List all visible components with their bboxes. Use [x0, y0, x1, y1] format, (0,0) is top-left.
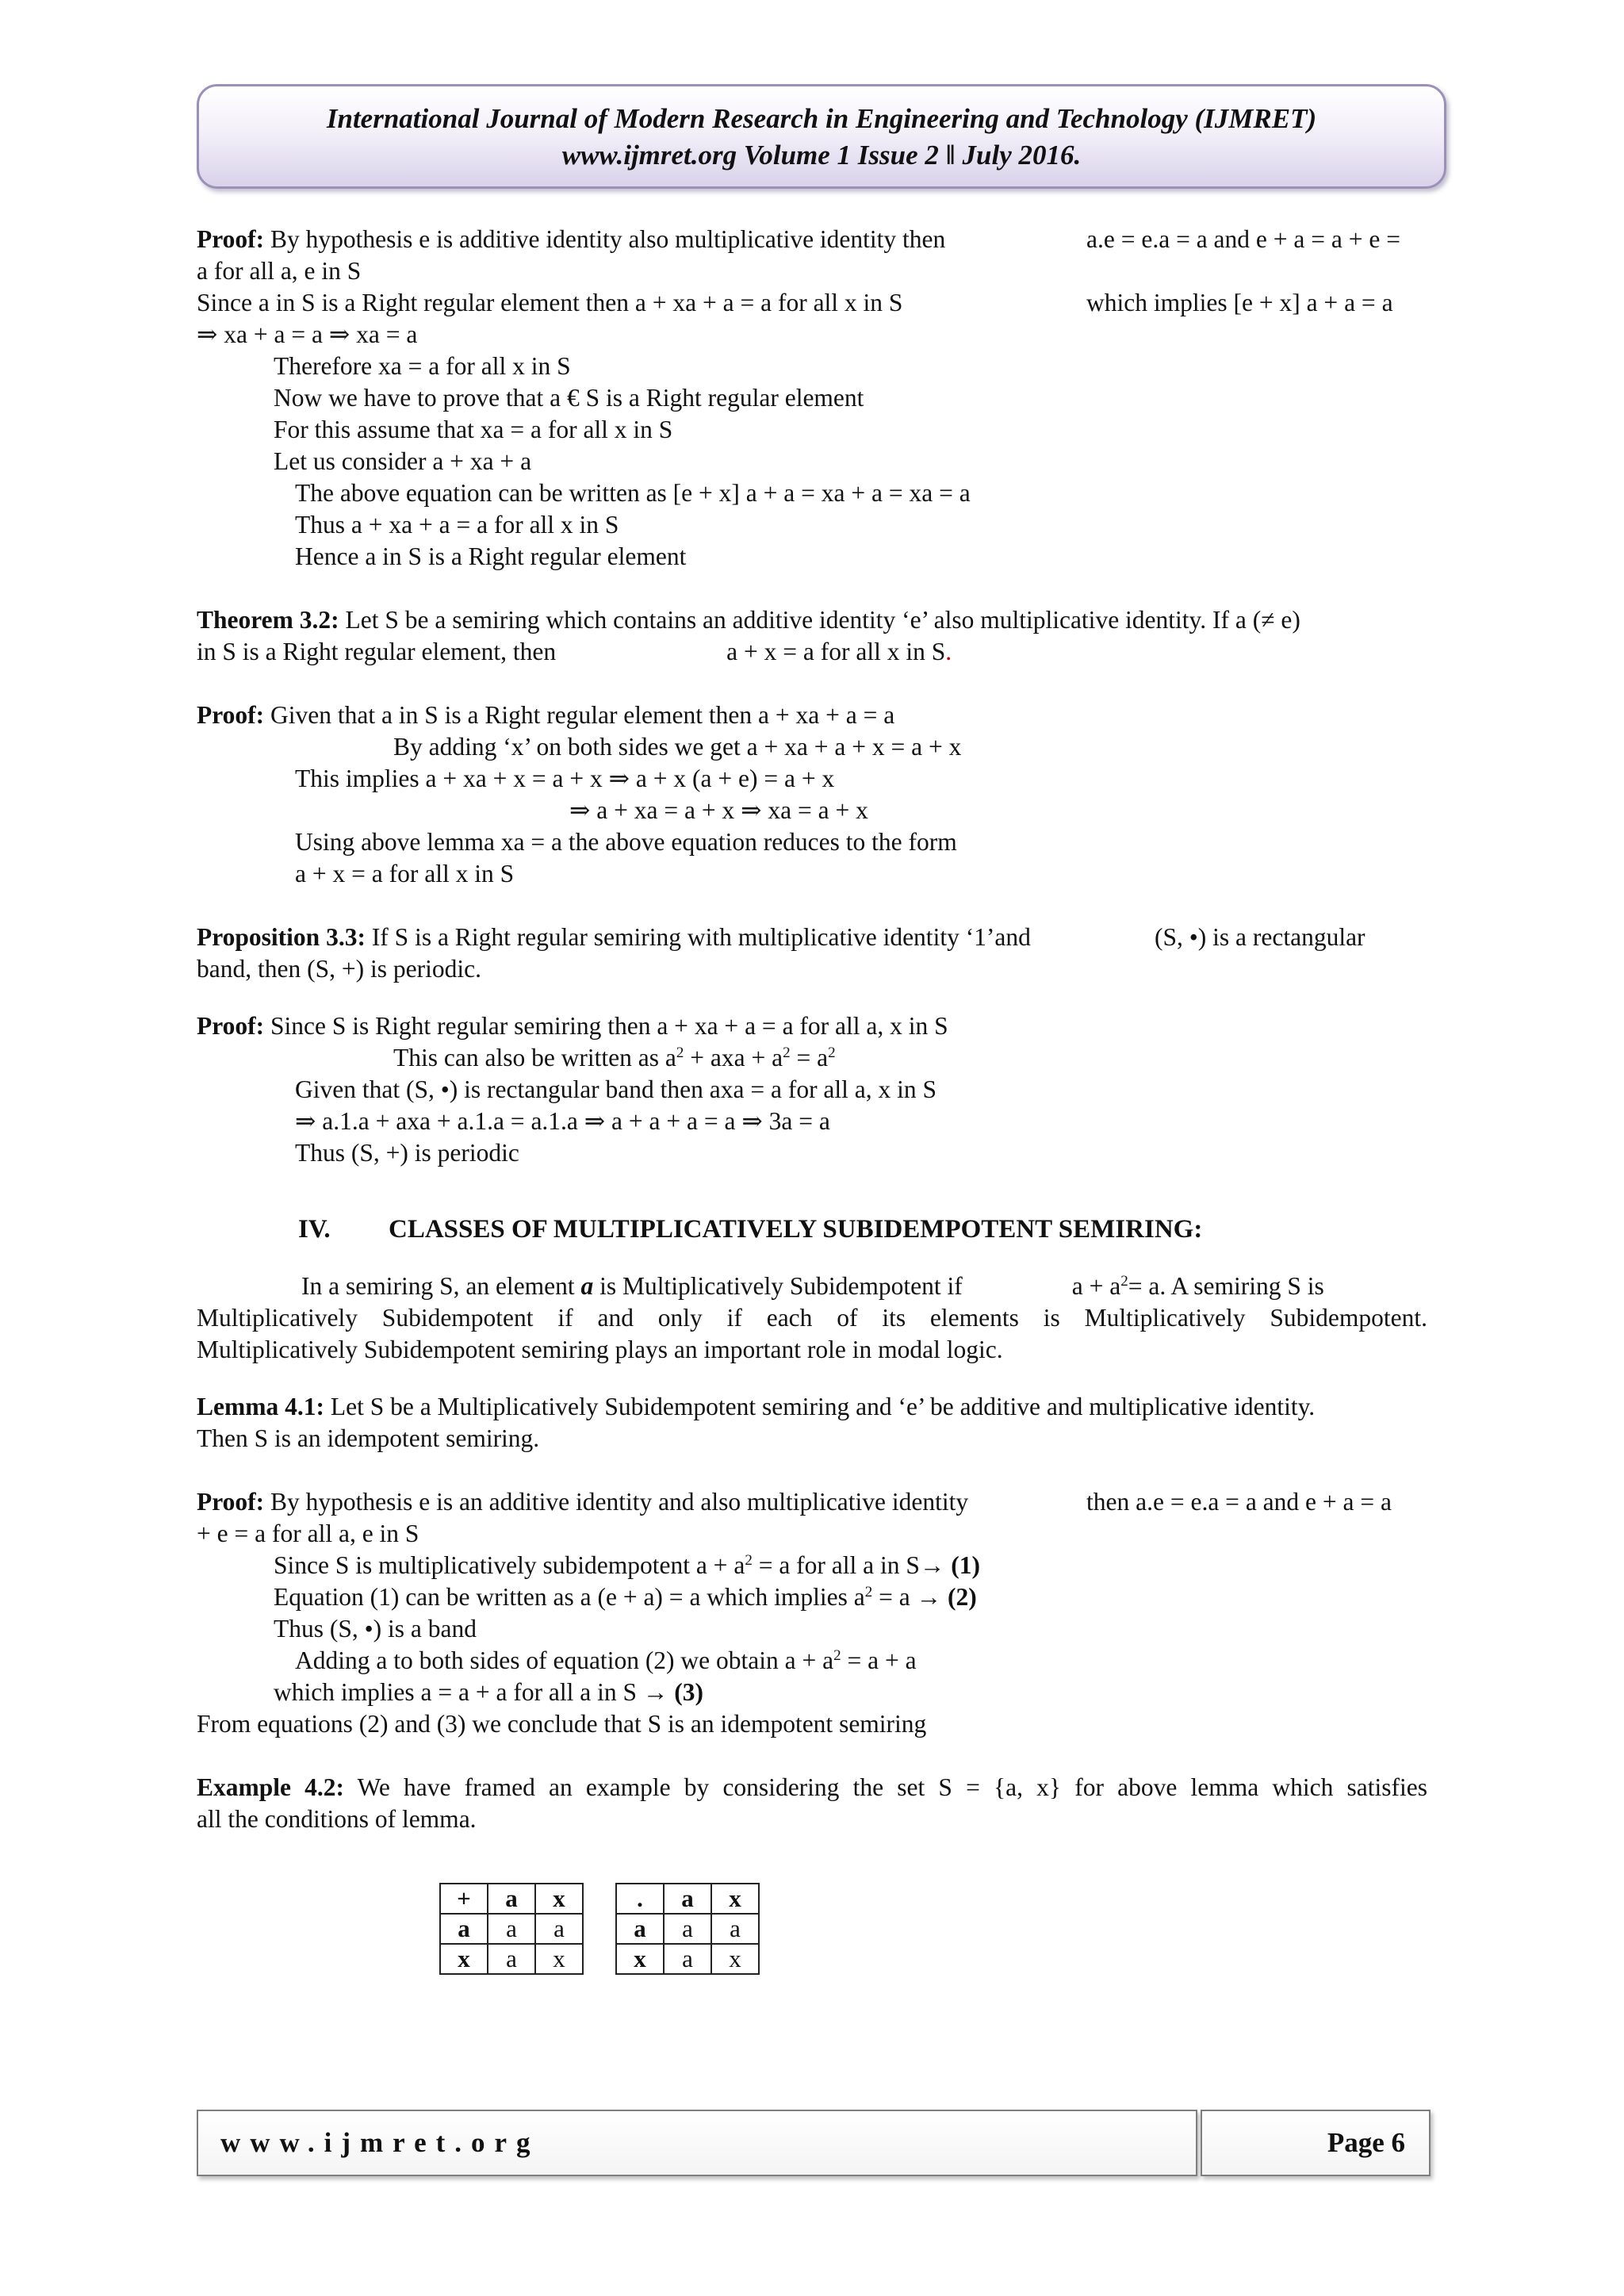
proof-label: Proof:: [197, 1488, 265, 1516]
proof1-line4: ⇒ xa + a = a ⇒ xa = a: [197, 320, 418, 348]
table-row: [616, 1914, 759, 1944]
lemma-4-1-line1: Lemma 4.1: Let S be a Multiplicatively Subidempotent semiring and ‘e’ be additive and multiplicative identity.: [197, 1393, 1316, 1420]
table-col-header: x: [711, 1884, 759, 1914]
table-col-header: x: [535, 1884, 583, 1914]
table-cell: a: [535, 1914, 583, 1944]
table-row: [616, 1944, 759, 1974]
proof3-line5: Thus (S, +) is periodic: [295, 1139, 519, 1167]
proof1-line9: The above equation can be written as [e + x] a + a = xa + a = xa = a: [295, 479, 971, 507]
table-operator: +: [440, 1884, 488, 1914]
table-cell: a: [488, 1944, 535, 1974]
table-cell: a: [711, 1914, 759, 1944]
proof1-line5: Therefore xa = a for all x in S: [274, 352, 571, 380]
page-footer: [197, 2110, 1431, 2176]
proof4-line8: From equations (2) and (3) we conclude that S is an idempotent semiring: [197, 1710, 927, 1738]
example-4-2-line2: all the conditions of lemma.: [197, 1805, 477, 1833]
journal-header: [197, 84, 1446, 189]
table-row-header: x: [616, 1944, 664, 1974]
intro4-line3: Multiplicatively Subidempotent semiring plays an important role in modal logic.: [197, 1336, 1003, 1363]
table-cell: a: [488, 1914, 535, 1944]
table-cell: a: [664, 1944, 711, 1974]
section-title: CLASSES OF MULTIPLICATIVELY SUBIDEMPOTENT SEMIRING:: [389, 1215, 1203, 1244]
proof1-line3: Since a in S is a Right regular element then a + xa + a = a for all x in S which implies [e + x] a + a = a: [197, 289, 1393, 316]
lemma-label: Lemma 4.1:: [197, 1393, 324, 1420]
equation-ref-2: → (2): [916, 1583, 977, 1611]
proof1-line8: Let us consider a + xa + a: [274, 447, 532, 475]
table-row: [440, 1914, 583, 1944]
proof2-line5: Using above lemma xa = a the above equation reduces to the form: [295, 828, 957, 856]
section-heading: [197, 1213, 1427, 1245]
intro4-line1: In a semiring S, an element a is Multiplicatively Subidempotent if $a + a^2= a$. A semiring S is: [301, 1272, 1324, 1300]
intro4-line2: Multiplicatively Subidempotent if and only if each of its elements is Multiplicatively Subidempotent.: [197, 1304, 1427, 1332]
proof-label: Proof:: [197, 225, 265, 253]
proof3-line1: Proof: Since S is Right regular semiring then a + xa + a = a for all a, x in S: [197, 1012, 948, 1040]
proof1-line6: Now we have to prove that a € S is a Right regular element: [274, 384, 864, 412]
proof4-line7: which implies a = a + a for all a in S → (3): [274, 1678, 704, 1706]
proof4-line1: Proof: By hypothesis e is an additive identity and also multiplicative identity then a.e = e.a = a and e + a = a: [197, 1488, 1392, 1516]
table-row-header: a: [616, 1914, 664, 1944]
proof1-line1: Proof: By hypothesis e is additive identity also multiplicative identity then a.e = e.a = a and e + a = a + e =: [197, 225, 1401, 253]
proof2-line4: ⇒ a + xa = a + x ⇒ xa = a + x: [569, 796, 868, 824]
proof2-line3: This implies a + xa + x = a + x ⇒ a + x (a + e) = a + x: [295, 765, 835, 792]
footer-page-number: Page 6: [1201, 2110, 1431, 2176]
proof1-line2: a for all a, e in S: [197, 257, 362, 285]
proof-label: Proof:: [197, 1012, 265, 1040]
proof-label: Proof:: [197, 701, 265, 729]
table-operator: .: [616, 1884, 664, 1914]
theorem-label: Theorem 3.2:: [197, 606, 339, 634]
table-cell: x: [535, 1944, 583, 1974]
proof3-line2: This can also be written as $a^2$ + axa + $a^2 = a^2$: [393, 1044, 836, 1071]
proof2-line2: By adding ‘x’ on both sides we get a + xa + a + x = a + x: [393, 733, 962, 761]
proposition-3-3-line2: band, then (S, +) is periodic.: [197, 955, 481, 983]
equation-ref-3: → (3): [642, 1678, 704, 1706]
footer-website: www.ijmret.org: [197, 2110, 1197, 2176]
proof4-line5: Thus (S, •) is a band: [274, 1615, 477, 1642]
table-col-header: a: [488, 1884, 535, 1914]
journal-issue: www.ijmret.org Volume 1 Issue 2 ǁ July 2016.: [561, 140, 1082, 171]
proposition-3-3-line1: Proposition 3.3: If S is a Right regular semiring with multiplicative identity ‘1’and (S, •) is a rectangular: [197, 923, 1365, 951]
page-content: [197, 224, 1427, 1975]
table-row-header: a: [440, 1914, 488, 1944]
table-col-header: a: [664, 1884, 711, 1914]
proof4-line3: Since S is multiplicatively subidempotent $a + a^2 = a$ for all a in S→ (1): [274, 1551, 981, 1579]
proof4-line6: Adding a to both sides of equation (2) we obtain $a + a^2 = a + a$: [295, 1646, 917, 1674]
example-4-2-line1: Example 4.2: We have framed an example by considering the set S = {a, x} for above lemma which satisfies: [197, 1773, 1428, 1801]
proof2-line1: Proof: Given that a in S is a Right regular element then a + xa + a = a: [197, 701, 895, 729]
proof1-line10: Thus a + xa + a = a for all x in S: [295, 511, 619, 539]
multiplication-table: [615, 1883, 760, 1975]
journal-title: International Journal of Modern Research in Engineering and Technology (IJMRET): [326, 103, 1317, 134]
theorem-3-2-line1: Theorem 3.2: Let S be a semiring which contains an additive identity ‘e’ also multiplicative identity. If a (≠ e): [197, 606, 1300, 634]
equation-ref-1: → (1): [919, 1551, 981, 1579]
proof3-line4: ⇒ a.1.a + axa + a.1.a = a.1.a ⇒ a + a + a = a ⇒ 3a = a: [295, 1107, 830, 1135]
example-label: Example 4.2:: [197, 1773, 345, 1801]
operation-tables: [197, 1883, 1427, 1975]
theorem-3-2-line2: in S is a Right regular element, then a + x = a for all x in S.: [197, 638, 952, 665]
proof3-line3: Given that (S, •) is rectangular band then axa = a for all a, x in S: [295, 1075, 937, 1103]
proposition-label: Proposition 3.3:: [197, 923, 366, 951]
table-row-header: x: [440, 1944, 488, 1974]
proof1-line7: For this assume that xa = a for all x in S: [274, 416, 673, 443]
table-cell: a: [664, 1914, 711, 1944]
proof4-line4: Equation (1) can be written as a (e + a) = a which implies $a^2 = a \to (2)$: [274, 1583, 977, 1611]
proof1-line11: Hence a in S is a Right regular element: [295, 542, 687, 570]
proof2-line6: a + x = a for all x in S: [295, 860, 515, 887]
table-row: [440, 1944, 583, 1974]
table-cell: x: [711, 1944, 759, 1974]
addition-table: [439, 1883, 584, 1975]
proof4-line2: + e = a for all a, e in S: [197, 1520, 419, 1547]
lemma-4-1-line2: Then S is an idempotent semiring.: [197, 1424, 540, 1452]
section-number: IV.: [298, 1215, 331, 1244]
